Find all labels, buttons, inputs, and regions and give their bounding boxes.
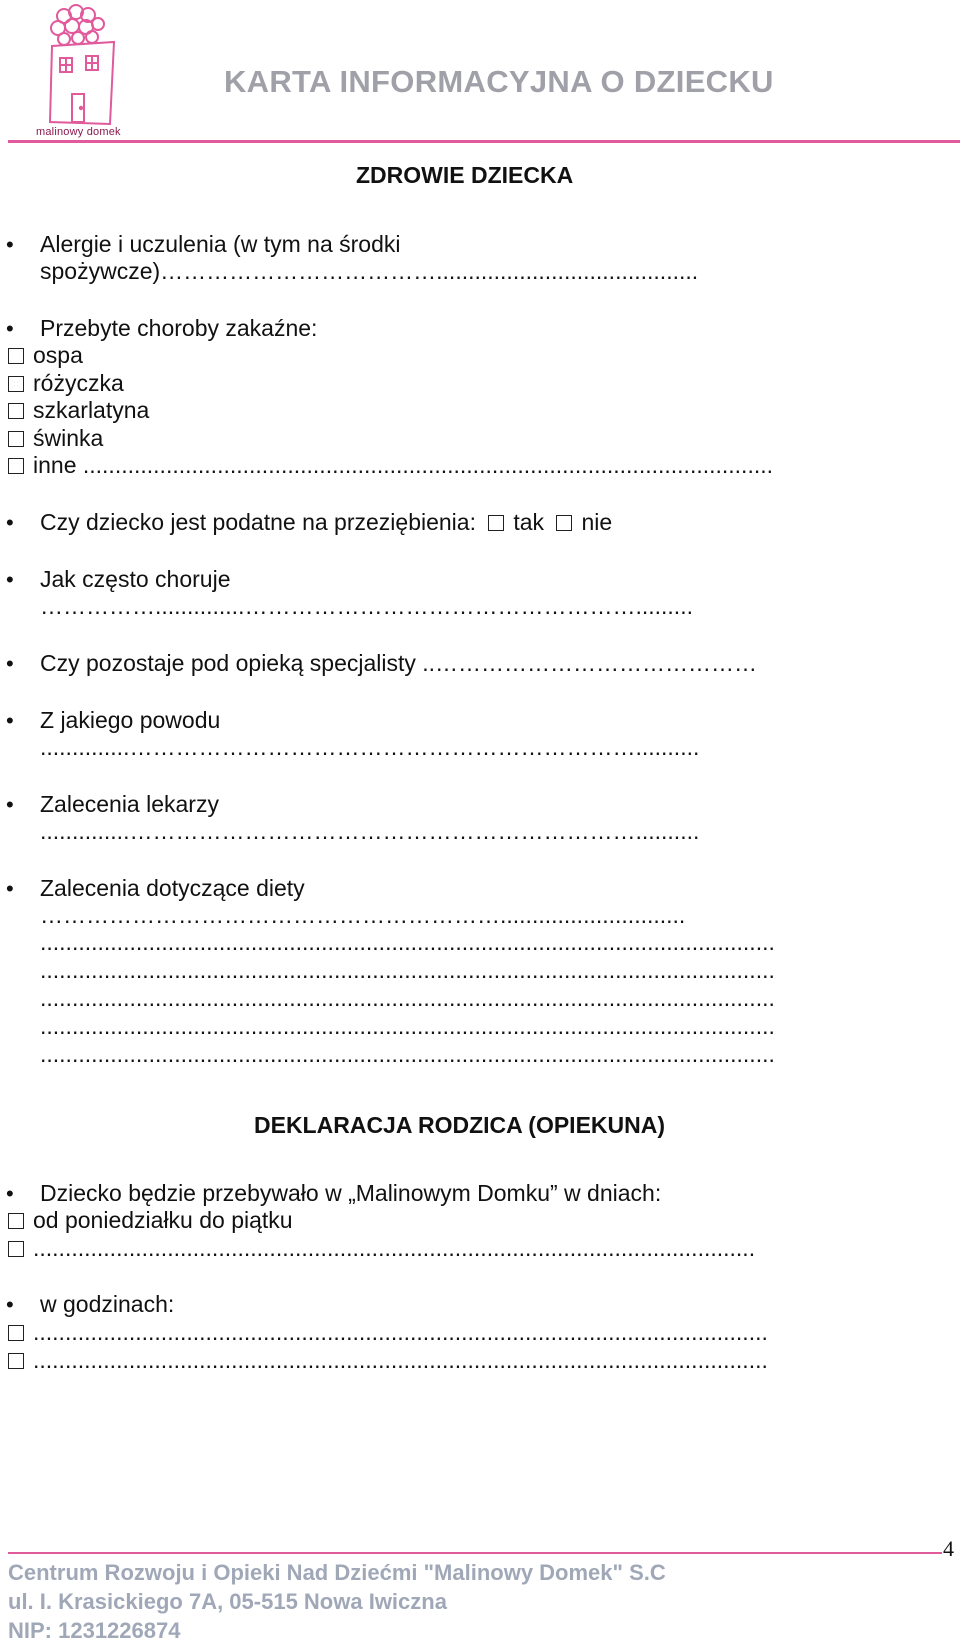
page-number: 4 <box>943 1536 954 1561</box>
bullet-icon: • <box>6 651 14 676</box>
checkbox-icon[interactable] <box>8 376 24 392</box>
bullet-icon: • <box>6 510 14 535</box>
allergies-field[interactable]: spożywcze)………………………………......................................... <box>40 258 699 284</box>
bullet-icon: • <box>6 1292 14 1317</box>
diet-field-line[interactable]: ................................................................................................................... <box>40 985 775 1011</box>
frequency-field[interactable]: ……………..............……………………………………………......... <box>40 593 693 619</box>
bullet-icon: • <box>6 567 14 592</box>
diet-field-line[interactable]: ................................................................................................................... <box>40 1041 775 1067</box>
reason-field[interactable]: ..............………………………………………………………….......... <box>40 734 700 760</box>
footer-divider <box>8 1552 942 1554</box>
specialist-field[interactable]: Czy pozostaje pod opieką specjalisty ..…………………………………… <box>40 650 758 676</box>
bullet-icon: • <box>6 792 14 817</box>
checkbox-icon[interactable] <box>8 348 24 364</box>
bullet-icon: • <box>6 1181 14 1206</box>
health-section-title: ZDROWIE DZIECKA <box>356 162 574 188</box>
bullet-icon: • <box>6 876 14 901</box>
diet-field-line[interactable]: ................................................................................................................... <box>40 1013 775 1039</box>
reason-label: Z jakiego powodu <box>40 707 221 733</box>
frequency-label: Jak często choruje <box>40 566 231 592</box>
declaration-section-title: DEKLARACJA RODZICA (OPIEKUNA) <box>254 1112 666 1138</box>
checkbox-option-swinka[interactable]: świnka <box>8 424 103 453</box>
checkbox-icon[interactable] <box>8 431 24 447</box>
checkbox-icon[interactable] <box>8 1353 24 1369</box>
checkbox-option-inne[interactable]: inne ............................................................................................................ <box>8 451 773 480</box>
hours-label: w godzinach: <box>40 1291 175 1317</box>
checkbox-option-szkarlatyna[interactable]: szkarlatyna <box>8 396 149 425</box>
checkbox-icon[interactable] <box>8 458 24 474</box>
bullet-icon: • <box>6 232 14 257</box>
days-label: Dziecko będzie przebywało w „Malinowym Domku” w dniach: <box>40 1180 662 1206</box>
colds-question: Czy dziecko jest podatne na przeziębienia: tak nie <box>40 509 613 535</box>
checkbox-icon[interactable] <box>8 1213 24 1229</box>
diet-label: Zalecenia dotyczące diety <box>40 875 305 901</box>
checkbox-icon[interactable] <box>8 403 24 419</box>
doctor-field[interactable]: ..............………………………………………………………….......... <box>40 818 700 844</box>
diet-field-line[interactable]: ................................................................................................................... <box>40 957 775 983</box>
bullet-icon: • <box>6 316 14 341</box>
checkbox-icon[interactable] <box>8 1325 24 1341</box>
diseases-label: Przebyte choroby zakaźne: <box>40 315 318 341</box>
colds-yes-checkbox[interactable] <box>488 515 504 531</box>
bullet-icon: • <box>6 708 14 733</box>
doctor-label: Zalecenia lekarzy <box>40 791 219 817</box>
checkbox-option-ospa[interactable]: ospa <box>8 341 83 370</box>
house-logo-icon <box>30 2 138 140</box>
checkbox-option-other-days[interactable]: ................................................................................................................. <box>8 1234 755 1263</box>
checkbox-option-weekdays[interactable]: od poniedziałku do piątku <box>8 1206 293 1235</box>
footer-organization: Centrum Rozwoju i Opieki Nad Dziećmi "Malinowy Domek" S.C <box>8 1560 666 1585</box>
logo-text: malinowy domek <box>36 126 121 138</box>
diet-field-line[interactable]: ……………………………………………………............................. <box>40 902 686 928</box>
document-title: KARTA INFORMACYJNA O DZIECKU <box>224 64 774 99</box>
checkbox-option-rozyczka[interactable]: różyczka <box>8 369 124 398</box>
checkbox-option-hours[interactable]: ................................................................................................................... <box>8 1318 768 1347</box>
footer-nip: NIP: 1231226874 <box>8 1618 181 1643</box>
diet-field-line[interactable]: ................................................................................................................... <box>40 929 775 955</box>
checkbox-option-hours[interactable]: ................................................................................................................... <box>8 1346 768 1375</box>
checkbox-icon[interactable] <box>8 1241 24 1257</box>
footer-address: ul. I. Krasickiego 7A, 05-515 Nowa Iwiczna <box>8 1589 447 1614</box>
allergies-label: Alergie i uczulenia (w tym na środki <box>40 231 401 257</box>
colds-no-checkbox[interactable] <box>556 515 572 531</box>
header-divider <box>8 140 960 143</box>
